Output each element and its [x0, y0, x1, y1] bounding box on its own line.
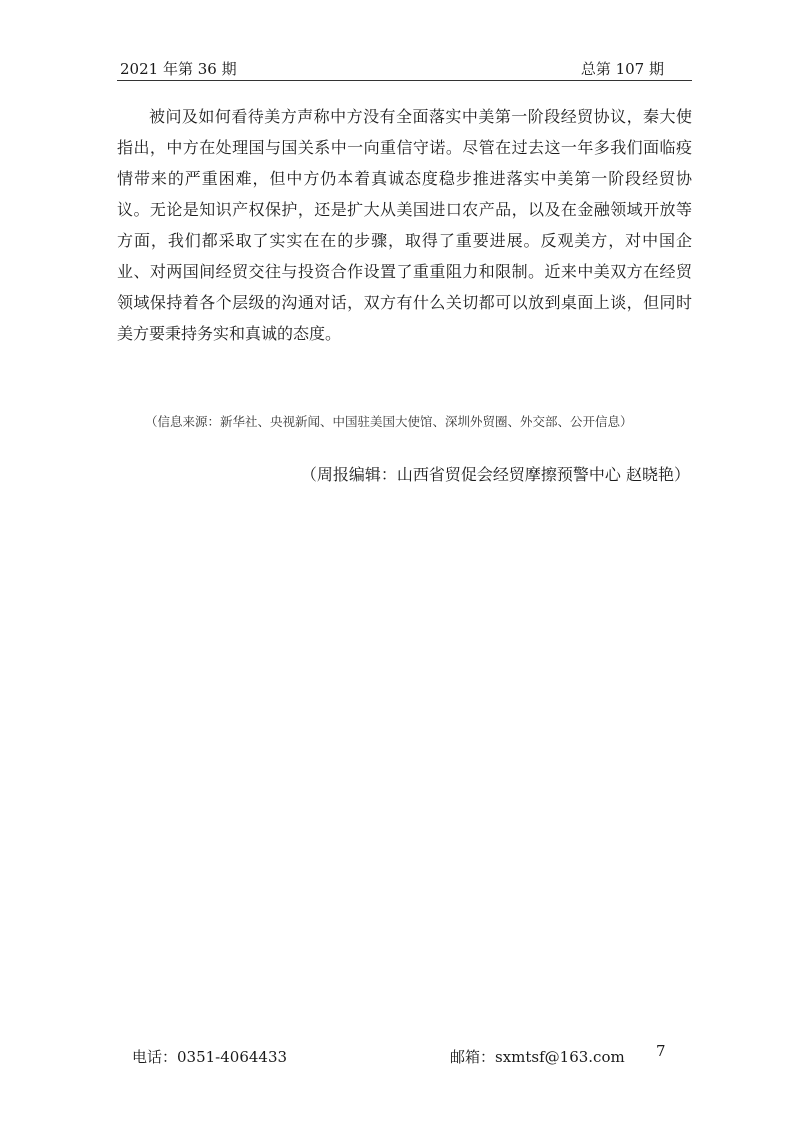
page-header	[117, 58, 692, 81]
editor-credit: （周报编辑：山西省贸促会经贸摩擦预警中心 赵晓艳）	[300, 465, 690, 484]
article-paragraph: 被问及如何看待美方声称中方没有全面落实中美第一阶段经贸协议，秦大使指出，中方在处理国与国关系中一向重信守诺。尽管在过去这一年多我们面临疫情带来的严重困难，但中方仍本着真诚态度稳步推进落实中美第一阶段经贸协议。无论是知识产权保护，还是扩大从美国进口农产品，以及在金融领域开放等方面，我们都采取了实实在在的步骤，取得了重要进展。反观美方，对中国企业、对两国间经贸交往与投资合作设置了重重阻力和限制。近来中美双方在经贸领域保持着各个层级的沟通对话，双方有什么关切都可以放到桌面上谈，但同时美方要秉持务实和真诚的态度。	[117, 107, 692, 343]
total-issue-number: 总第 107 期	[580, 60, 664, 78]
footer-email: 邮箱：sxmtsf@163.com	[450, 1048, 625, 1066]
footer-phone: 电话：0351-4064433	[132, 1048, 288, 1066]
issue-number: 2021 年第 36 期	[120, 60, 237, 78]
source-note: （信息来源：新华社、央视新闻、中国驻美国大使馆、深圳外贸圈、外交部、公开信息）	[145, 414, 633, 429]
page-number: 7	[656, 1042, 666, 1060]
